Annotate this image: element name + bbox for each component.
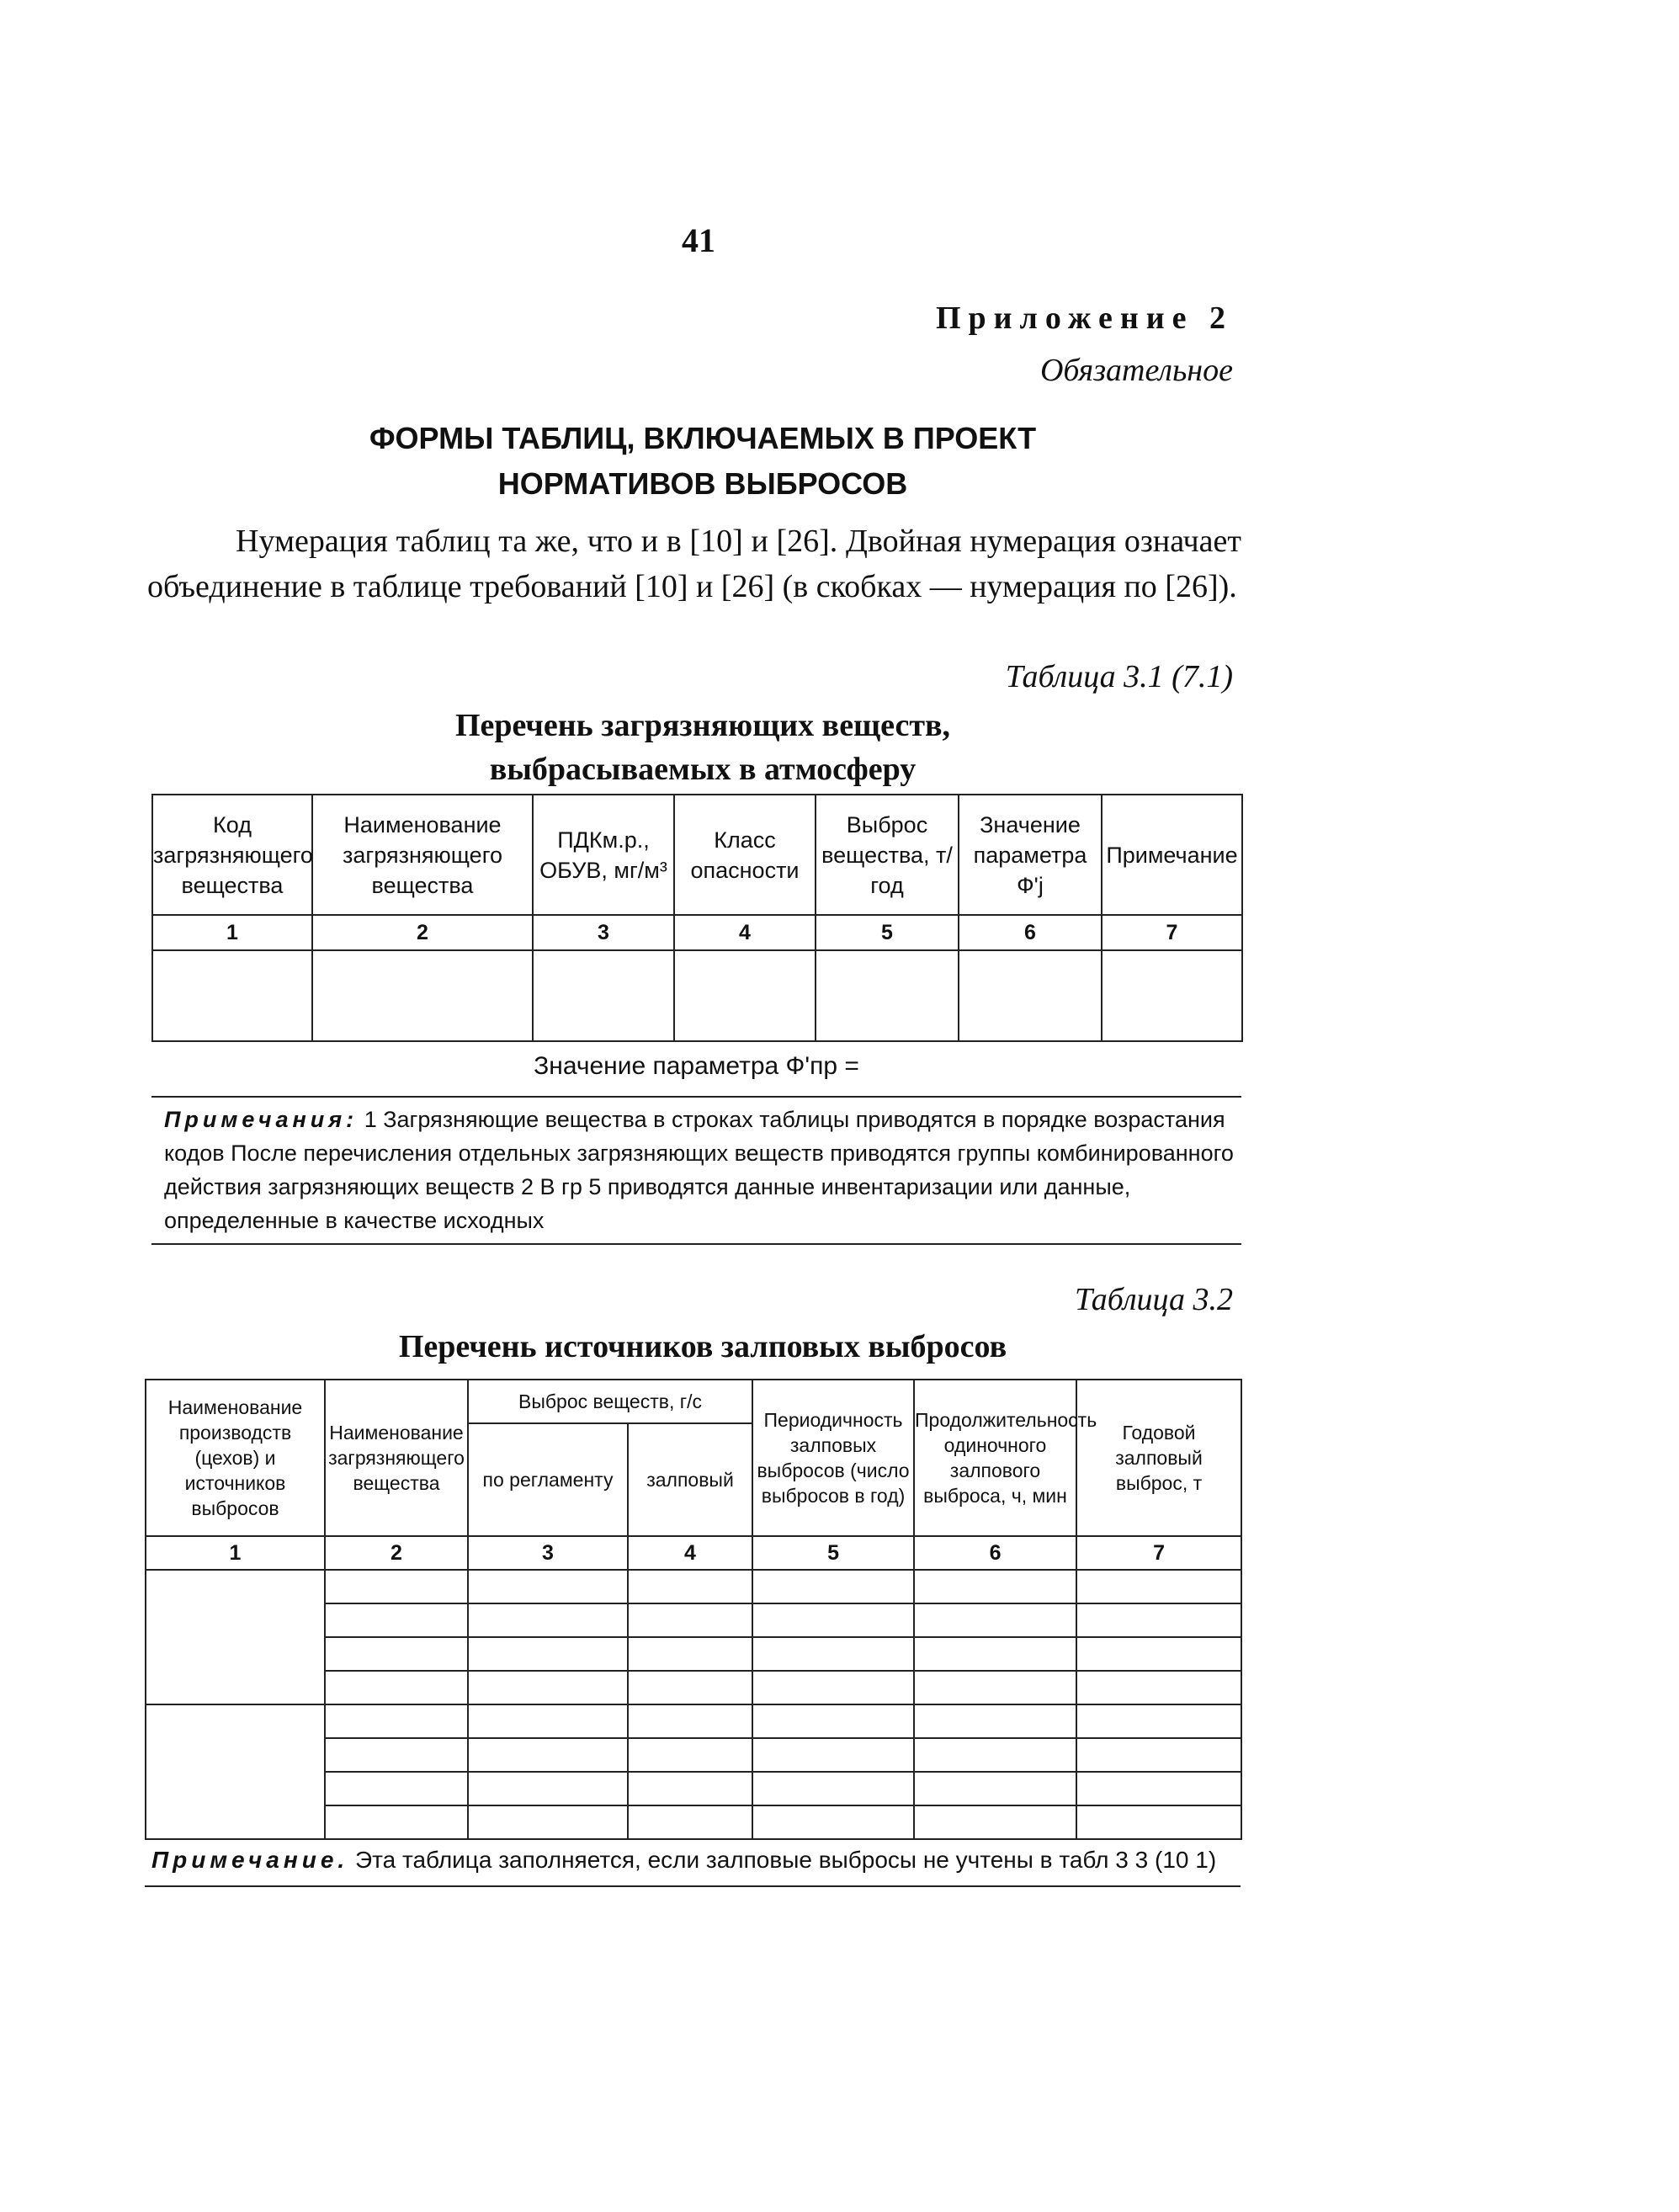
page-title-line-1: ФОРМЫ ТАБЛИЦ, ВКЛЮЧАЕМЫХ В ПРОЕКТ [369,421,1037,455]
table-cell [1076,1738,1241,1772]
table-31-label: Таблица 3.1 (7.1) [1005,659,1233,694]
t31-header-note: Примечание [1102,795,1242,915]
intro-paragraph: Нумерация таблиц та же, что и в [10] и [26]. Двойная нумерация означает объединение в таблице требований [10] и [26] (в скобках — нумерация по [26]). [147,524,1241,604]
page-title-line-2: НОРМАТИВОВ ВЫБРОСОВ [497,466,908,501]
t32-col-number: 2 [325,1536,468,1570]
t31-notes-divider [151,1243,1241,1245]
table-cell [752,1738,914,1772]
table-cell [816,950,959,1041]
t32-note-heading: Примечание. [151,1847,349,1873]
table-cell [146,1570,325,1704]
table-cell [312,950,533,1041]
table-cell [325,1603,468,1637]
table-cell [914,1738,1076,1772]
t32-note-text: Эта таблица заполняется, если залповые выбросы не учтены в табл 3 3 (10 1) [354,1847,1217,1873]
table-cell [628,1570,752,1603]
table-cell [468,1772,628,1805]
t32-empty-row [146,1704,1241,1738]
t32-header-source: Наименование производств (цехов) и источников выбросов [146,1380,325,1536]
table-cell [628,1738,752,1772]
t32-note-divider [145,1885,1241,1887]
table-cell [752,1671,914,1704]
t32-header-duration: Продолжительность одиночного залпового выброса, ч, мин [914,1380,1076,1536]
table-31-title-line-2: выбрасываемых в атмосферу [489,752,917,787]
table-cell [468,1704,628,1738]
t31-notes [164,1103,1237,1237]
table-cell [325,1570,468,1603]
table-cell [1076,1570,1241,1603]
table-cell [468,1603,628,1637]
table-cell [752,1704,914,1738]
t32-col-number: 1 [146,1536,325,1570]
table-cell [1102,950,1242,1041]
table-cell [959,950,1102,1041]
t31-header-emission: Выброс вещества, т/год [816,795,959,915]
table-cell [752,1637,914,1671]
table-cell [468,1570,628,1603]
table-cell [752,1772,914,1805]
t32-col-number: 4 [628,1536,752,1570]
table-cell [1076,1772,1241,1805]
t31-parameter-total: Значение параметра Ф'пр = [534,1052,859,1080]
table-cell [325,1805,468,1839]
t32-col-number: 7 [1076,1536,1241,1570]
t31-notes-heading: Примечания: [164,1107,359,1132]
table-cell [533,950,674,1041]
t31-header-name: Наименование загрязняющего вещества [312,795,533,915]
t32-header-emission-group: Выброс веществ, г/с [468,1380,752,1423]
t32-col-number: 6 [914,1536,1076,1570]
table-cell [914,1637,1076,1671]
t31-col-number: 7 [1102,915,1242,950]
t31-col-number: 1 [152,915,312,950]
t32-header-annual: Годовой залповый выброс, т [1076,1380,1241,1536]
table-cell [1076,1603,1241,1637]
table-cell [628,1637,752,1671]
table-cell [1076,1671,1241,1704]
t31-col-number: 6 [959,915,1102,950]
table-cell [325,1704,468,1738]
table-cell [468,1738,628,1772]
t31-notes-text: 1 Загрязняющие вещества в строках таблицы приводятся в порядке возрастания кодов После перечисления отдельных загрязняющих веществ приводятся группы комбинированного действия загрязняющих веществ 2 В гр 5 приводятся данные инвентаризации или данные, определенные в качестве исходных [164,1107,1234,1233]
t31-col-number: 3 [533,915,674,950]
t31-col-number: 2 [312,915,533,950]
table-cell [468,1637,628,1671]
appendix-status: Обязательное [1039,353,1233,388]
table-cell [628,1772,752,1805]
table-cell [752,1603,914,1637]
t32-empty-row [146,1570,1241,1603]
table-cell [152,950,312,1041]
t31-header-parameter: Значение параметра Ф'j [959,795,1102,915]
table-cell [674,950,816,1041]
table-cell [914,1671,1076,1704]
table-31-title [143,704,1262,791]
t32-header-salvo: залповый [628,1423,752,1536]
table-31-title-line-1: Перечень загрязняющих веществ, [454,708,951,743]
table-cell [325,1772,468,1805]
table-32 [145,1379,1242,1840]
t31-col-number: 4 [674,915,816,950]
page-number: 41 [682,221,715,259]
table-cell [628,1805,752,1839]
table-cell [752,1570,914,1603]
table-cell [468,1671,628,1704]
table-cell [914,1570,1076,1603]
t31-header-pdk: ПДКм.р., ОБУВ, мг/м³ [533,795,674,915]
table-cell [914,1805,1076,1839]
table-cell [325,1671,468,1704]
t32-col-number: 3 [468,1536,628,1570]
t32-header-substance: Наименование загрязняющего вещества [325,1380,468,1536]
table-cell [325,1738,468,1772]
table-cell [628,1671,752,1704]
table-cell [628,1603,752,1637]
table-31 [151,794,1243,1042]
table-cell [325,1637,468,1671]
t31-header-code: Код загрязняющего вещества [152,795,312,915]
t31-divider [151,1096,1241,1098]
table-cell [752,1805,914,1839]
t32-header-frequency: Периодичность залповых выбросов (число выбросов в год) [752,1380,914,1536]
t32-note [151,1843,1246,1877]
t31-empty-row [152,950,1242,1041]
table-cell [914,1704,1076,1738]
t31-header-class: Класс опасности [674,795,816,915]
table-32-label: Таблица 3.2 [1075,1282,1233,1317]
t32-col-number: 5 [752,1536,914,1570]
table-cell [146,1704,325,1839]
appendix-label: Приложение 2 [935,300,1233,336]
table-cell [628,1704,752,1738]
page-title [143,416,1262,507]
table-cell [914,1772,1076,1805]
t32-header-regulation: по регламенту [468,1423,628,1536]
table-cell [1076,1805,1241,1839]
t31-col-number: 5 [816,915,959,950]
table-cell [1076,1637,1241,1671]
table-32-title: Перечень источников залповых выбросов [398,1329,1007,1364]
table-cell [468,1805,628,1839]
table-cell [914,1603,1076,1637]
table-cell [1076,1704,1241,1738]
